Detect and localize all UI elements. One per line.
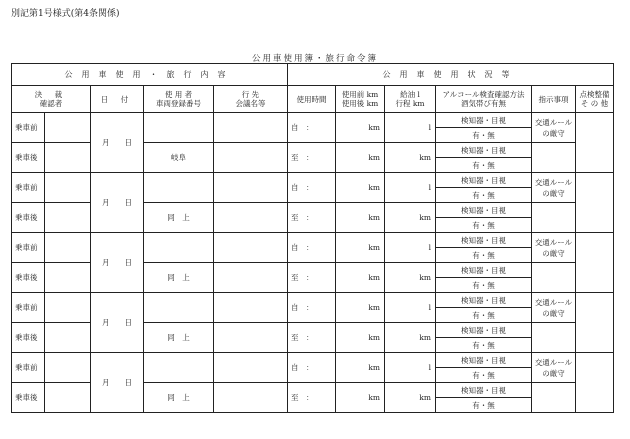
- boarding-after-label: 乗車後: [12, 143, 45, 173]
- document-title: 公用車使用簿・旅行命令簿: [251, 54, 378, 64]
- boarding-before-label: 乗車前: [12, 293, 45, 323]
- user-name-cell[interactable]: [144, 173, 214, 203]
- alcohol-check-method-after[interactable]: 検知器・目視: [436, 263, 532, 278]
- entry-subrow: [12, 233, 614, 248]
- inspection-header: 点検整備 そ の 他: [576, 86, 614, 113]
- destination-after-cell[interactable]: [214, 143, 288, 173]
- user-name-cell[interactable]: [144, 293, 214, 323]
- alcohol-check-method-before[interactable]: 検知器・目視: [436, 293, 532, 308]
- vehicle-log-table: [11, 63, 614, 413]
- odometer-after-cell[interactable]: km: [336, 203, 385, 233]
- fuel-cell[interactable]: l: [385, 113, 436, 143]
- odometer-after-cell[interactable]: km: [336, 263, 385, 293]
- instruction-note-cell: 交通ルールの厳守: [532, 293, 576, 323]
- alcohol-check-method-before[interactable]: 検知器・目視: [436, 113, 532, 128]
- instruction-note-cell: 交通ルールの厳守: [532, 233, 576, 263]
- approval-after-cell[interactable]: [45, 143, 91, 173]
- destination-header: 行 先 会議名等: [214, 86, 288, 113]
- approval-after-cell[interactable]: [45, 203, 91, 233]
- odometer-after-cell[interactable]: km: [336, 323, 385, 353]
- boarding-before-label: 乗車前: [12, 353, 45, 383]
- vehicle-number-cell[interactable]: 同 上: [144, 203, 214, 233]
- alcohol-header: アルコール検査確認方法 酒気帯び有無: [436, 86, 532, 113]
- time-from-cell[interactable]: 自 ：: [288, 233, 336, 263]
- alcohol-check-method-after[interactable]: 検知器・目視: [436, 203, 532, 218]
- alcohol-check-method-after[interactable]: 検知器・目視: [436, 323, 532, 338]
- vehicle-number-cell[interactable]: 岐阜: [144, 143, 214, 173]
- trip-distance-cell[interactable]: km: [385, 383, 436, 413]
- time-to-cell[interactable]: 至 ：: [288, 383, 336, 413]
- boarding-after-label: 乗車後: [12, 383, 45, 413]
- column-header-row: [12, 86, 614, 113]
- section-header-row: [12, 64, 614, 86]
- boarding-after-label: 乗車後: [12, 203, 45, 233]
- odometer-before-cell[interactable]: km: [336, 113, 385, 143]
- time-from-cell[interactable]: 自 ：: [288, 173, 336, 203]
- vehicle-number-cell[interactable]: 同 上: [144, 323, 214, 353]
- form-reference-note: 別記第1号様式(第4条関係): [11, 9, 120, 19]
- section-left-header: 公用車使用・旅行内容: [12, 64, 288, 86]
- boarding-after-label: 乗車後: [12, 323, 45, 353]
- approval-before-cell[interactable]: [45, 293, 91, 323]
- section-right-header: 公用車使用状況等: [288, 64, 614, 86]
- destination-after-cell[interactable]: [214, 203, 288, 233]
- alcohol-result-before[interactable]: 有・無: [436, 368, 532, 383]
- time-header: 使用時間: [288, 86, 336, 113]
- approval-before-cell[interactable]: [45, 173, 91, 203]
- odometer-header: 使用前 km 使用後 km: [336, 86, 385, 113]
- destination-before-cell[interactable]: [214, 353, 288, 383]
- odometer-after-cell[interactable]: km: [336, 143, 385, 173]
- destination-before-cell[interactable]: [214, 113, 288, 143]
- odometer-before-cell[interactable]: km: [336, 173, 385, 203]
- odometer-before-cell[interactable]: km: [336, 233, 385, 263]
- user-name-cell[interactable]: [144, 233, 214, 263]
- inspection-cell[interactable]: [576, 353, 614, 413]
- date-cell[interactable]: 月 日: [91, 173, 144, 233]
- fuel-cell[interactable]: l: [385, 173, 436, 203]
- time-from-cell[interactable]: 自 ：: [288, 113, 336, 143]
- alcohol-result-after[interactable]: 有・無: [436, 278, 532, 293]
- boarding-before-label: 乗車前: [12, 233, 45, 263]
- boarding-before-label: 乗車前: [12, 113, 45, 143]
- alcohol-result-before[interactable]: 有・無: [436, 128, 532, 143]
- instruction-blank-cell[interactable]: [532, 263, 576, 293]
- instruction-blank-cell[interactable]: [532, 323, 576, 353]
- alcohol-result-after[interactable]: 有・無: [436, 398, 532, 413]
- destination-before-cell[interactable]: [214, 293, 288, 323]
- alcohol-result-after[interactable]: 有・無: [436, 218, 532, 233]
- instruction-note-cell: 交通ルールの厳守: [532, 353, 576, 383]
- approval-before-cell[interactable]: [45, 353, 91, 383]
- entry-rows: [12, 113, 614, 413]
- time-to-cell[interactable]: 至 ：: [288, 323, 336, 353]
- alcohol-result-before[interactable]: 有・無: [436, 188, 532, 203]
- alcohol-result-after[interactable]: 有・無: [436, 338, 532, 353]
- odometer-before-cell[interactable]: km: [336, 293, 385, 323]
- alcohol-check-method-before[interactable]: 検知器・目視: [436, 173, 532, 188]
- destination-after-cell[interactable]: [214, 383, 288, 413]
- boarding-after-label: 乗車後: [12, 263, 45, 293]
- alcohol-result-after[interactable]: 有・無: [436, 158, 532, 173]
- entry-subrow: [12, 173, 614, 188]
- alcohol-check-method-before[interactable]: 検知器・目視: [436, 233, 532, 248]
- alcohol-result-before[interactable]: 有・無: [436, 308, 532, 323]
- instruction-blank-cell[interactable]: [532, 203, 576, 233]
- time-from-cell[interactable]: 自 ：: [288, 293, 336, 323]
- time-from-cell[interactable]: 自 ：: [288, 353, 336, 383]
- user-name-cell[interactable]: [144, 113, 214, 143]
- instruction-note-cell: 交通ルールの厳守: [532, 113, 576, 143]
- approval-header: 決 裁 確認者: [12, 86, 91, 113]
- fuel-header: 給油 l 行程 km: [385, 86, 436, 113]
- inspection-cell[interactable]: [576, 233, 614, 293]
- date-cell[interactable]: 月 日: [91, 113, 144, 173]
- user-header: 使 用 者 車両登録番号: [144, 86, 214, 113]
- destination-after-cell[interactable]: [214, 323, 288, 353]
- fuel-cell[interactable]: l: [385, 293, 436, 323]
- time-to-cell[interactable]: 至 ：: [288, 263, 336, 293]
- time-to-cell[interactable]: 至 ：: [288, 203, 336, 233]
- inspection-cell[interactable]: [576, 293, 614, 353]
- trip-distance-cell[interactable]: km: [385, 323, 436, 353]
- time-to-cell[interactable]: 至 ：: [288, 143, 336, 173]
- date-header: 日 付: [91, 86, 144, 113]
- instruction-note-cell: 交通ルールの厳守: [532, 173, 576, 203]
- header-rows: [12, 64, 614, 113]
- destination-before-cell[interactable]: [214, 233, 288, 263]
- destination-after-cell[interactable]: [214, 263, 288, 293]
- trip-distance-cell[interactable]: km: [385, 203, 436, 233]
- alcohol-result-before[interactable]: 有・無: [436, 248, 532, 263]
- instruction-blank-cell[interactable]: [532, 383, 576, 413]
- trip-distance-cell[interactable]: km: [385, 143, 436, 173]
- entry-subrow: [12, 113, 614, 128]
- odometer-after-cell[interactable]: km: [336, 383, 385, 413]
- vehicle-number-cell[interactable]: 同 上: [144, 383, 214, 413]
- user-name-cell[interactable]: [144, 353, 214, 383]
- vehicle-number-cell[interactable]: 同 上: [144, 263, 214, 293]
- entry-subrow: [12, 353, 614, 368]
- approval-after-cell[interactable]: [45, 323, 91, 353]
- date-cell[interactable]: 月 日: [91, 233, 144, 293]
- inspection-cell[interactable]: [576, 113, 614, 173]
- date-cell[interactable]: 月 日: [91, 353, 144, 413]
- fuel-cell[interactable]: l: [385, 233, 436, 263]
- alcohol-check-method-after[interactable]: 検知器・目視: [436, 383, 532, 398]
- approval-after-cell[interactable]: [45, 383, 91, 413]
- notes-header: 指示事項: [532, 86, 576, 113]
- boarding-before-label: 乗車前: [12, 173, 45, 203]
- fuel-cell[interactable]: l: [385, 353, 436, 383]
- alcohol-check-method-after[interactable]: 検知器・目視: [436, 143, 532, 158]
- inspection-cell[interactable]: [576, 173, 614, 233]
- approval-before-cell[interactable]: [45, 113, 91, 143]
- destination-before-cell[interactable]: [214, 173, 288, 203]
- alcohol-check-method-before[interactable]: 検知器・目視: [436, 353, 532, 368]
- date-cell[interactable]: 月 日: [91, 293, 144, 353]
- entry-subrow: [12, 293, 614, 308]
- odometer-before-cell[interactable]: km: [336, 353, 385, 383]
- trip-distance-cell[interactable]: km: [385, 263, 436, 293]
- approval-after-cell[interactable]: [45, 263, 91, 293]
- approval-before-cell[interactable]: [45, 233, 91, 263]
- instruction-blank-cell[interactable]: [532, 143, 576, 173]
